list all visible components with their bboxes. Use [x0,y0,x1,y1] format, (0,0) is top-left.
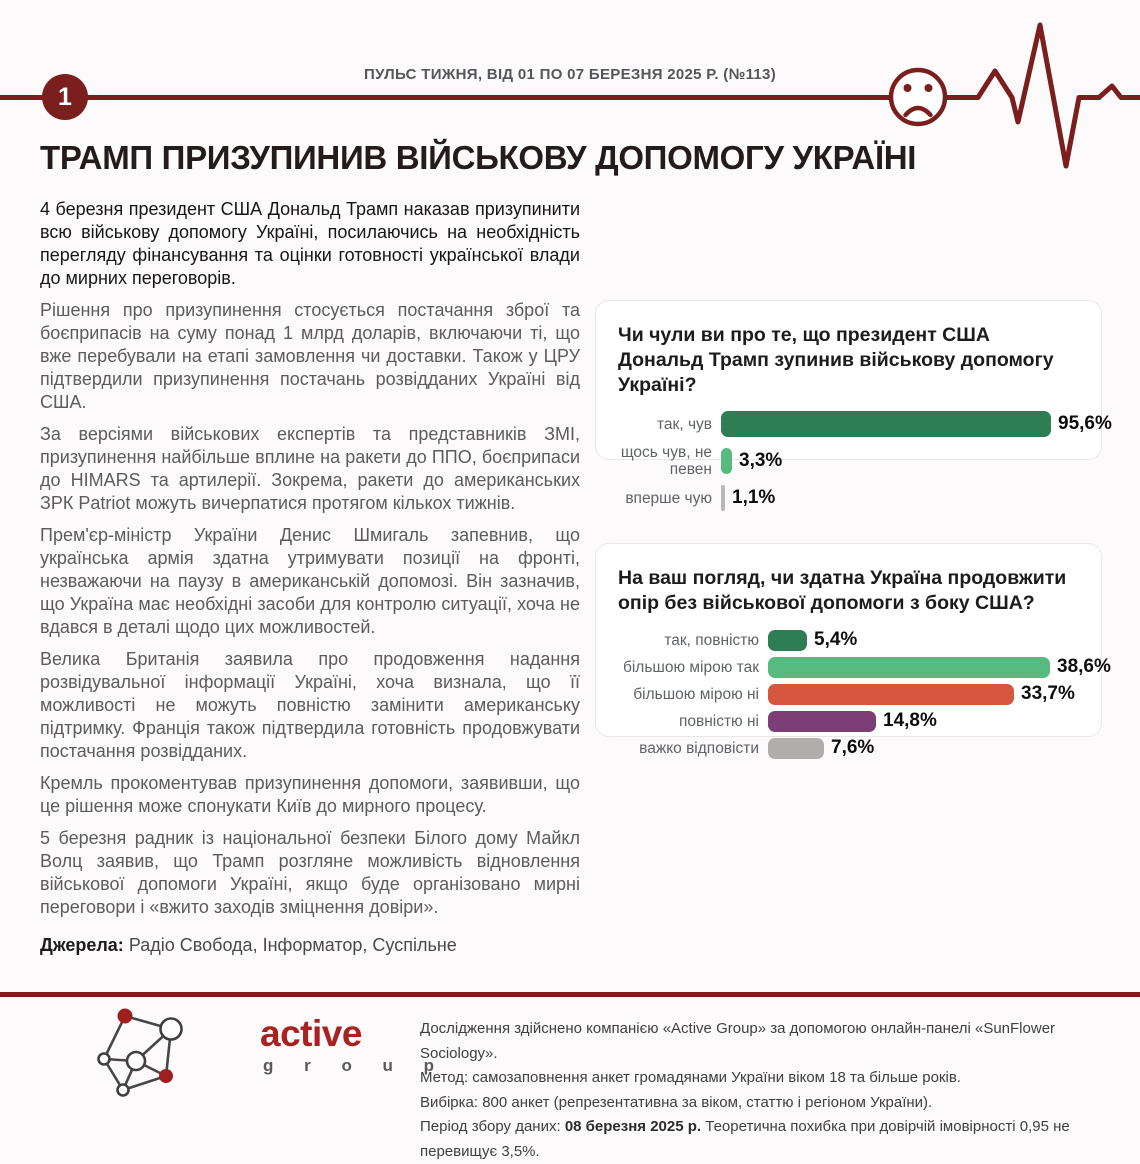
sources-label: Джерела: [40,935,124,955]
logo-wordmark-sub: g r o u p [263,1056,448,1075]
poll-card-heard-about-aid-pause [595,300,1112,508]
bar-label: більшою мірою так [622,658,759,676]
article-paragraph: 5 березня радник із національної безпеки Білого дому Майкл Волц заявив, що Трамп розгляне можливість відновлення військової допомоги Україні, якщо буде організовано мирні переговори і «вжито заходів зміцнення довіри». [40,828,580,917]
bar-row [618,411,1112,437]
bar [768,711,876,732]
page-number-badge: 1 [42,74,88,120]
bar-area [768,710,1079,732]
bar [721,411,1051,437]
bar-area [721,448,1079,474]
bar-value: 33,7% [1021,683,1075,704]
bar-area [768,683,1079,705]
article-sources [40,935,580,956]
bar-chart [618,411,1112,511]
footer-rule [0,992,1140,997]
methodology-note [420,1017,1120,1164]
bar-value: 3,3% [739,450,783,471]
page-title: ТРАМП ПРИЗУПИНИВ ВІЙСЬКОВУ ДОПОМОГУ УКРАЇНІ [40,139,917,176]
bar-area [768,629,1079,651]
bar-row [618,629,1079,651]
logo-node-red [159,1069,173,1083]
logo-node-red [118,1009,133,1024]
bar-label: вперше чую [625,489,712,507]
bar-label: щось чув, не певен [620,444,712,478]
bar-area [768,656,1111,678]
bar-value: 95,6% [1058,413,1112,434]
bar-label: повністю ні [678,712,759,730]
bar-row [618,737,1079,759]
bar-value: 1,1% [732,487,776,508]
bar-row [618,683,1079,705]
article-lead: 4 березня президент США Дональд Трамп наказав призупинити всю військову допомогу Україні, посилаючись на необхідність перегляду фінансування та оцінки готовності української влади до мирних переговорів. [40,199,580,288]
period-date: 08 березня 2025 р. [564,1118,702,1135]
bar-row [618,444,1079,478]
bar-label: так, повністю [664,631,759,649]
bar [768,630,807,651]
methodology-lines [420,1017,1120,1115]
sad-face-icon [891,70,945,124]
bar-row [618,656,1111,678]
poll-card-resist-without-us-aid [595,543,1111,758]
bar-area [721,485,1079,511]
poll-question: Чи чули ви про те, що президент США Дональд Трамп зупинив військову допомогу Україні? [618,324,1054,396]
period-rest: Теоретична похибка при довірчій імовірності 0,95 не перевищує 3,5%. [420,1118,1070,1160]
ecg-line-icon [947,25,1140,166]
bar-value: 38,6% [1057,656,1111,677]
methodology-line: Дослідження здійснено компанією «Active Group» за допомогою онлайн-панелі «SunFlower Sociology». [420,1020,1056,1062]
issue-kicker: ПУЛЬС ТИЖНЯ, ВІД 01 ПО 07 БЕРЕЗНЯ 2025 Р. (№113) [363,66,776,83]
article-paragraph: Рішення про призупинення стосується постачання зброї та боєприпасів на суму понад 1 млрд доларів, включаючи ті, що вже перебували на етапі замовлення чи доставки. Також у ЦРУ підтвердили призупинення постачань розвідданих Україні від США. [40,300,580,412]
header-rule [0,95,962,100]
sources-list: Радіо Свобода, Інформатор, Суспільне [128,935,457,955]
bar-area [721,411,1112,437]
article-paragraph: Прем'єр-міністр України Денис Шмигаль запевнив, що українська армія здатна утримувати позиції на фронті, незважаючи на паузу в американській допомозі. Він зазначив, що Україна має необхідні засоби для контролю ситуації, хоча не вдався в деталі щодо цих можливостей. [40,525,580,637]
article-body [40,198,580,956]
bar-chart [618,629,1111,759]
bar-value: 7,6% [831,737,875,758]
article-paragraph: Кремль прокоментував призупинення допомоги, заявивши, що це рішення може спонукати Київ до мирного процесу. [40,773,580,816]
bar-value: 14,8% [883,710,937,731]
bar [721,485,725,511]
bar [768,657,1050,678]
poll-question: На ваш погляд, чи здатна Україна продовжити опір без військової допомоги з боку США? [618,567,1067,614]
bar-label: більшою мірою ні [633,685,759,703]
bar-value: 5,4% [814,629,858,650]
bar-row [618,485,1079,511]
bar [768,684,1014,705]
article-paragraph: Велика Британія заявила про продовження надання розвідувальної інформації Україні, хоча визнала, що її можливості не можуть повністю замінити американську підтримку. Франція також підтвердила готовність продовжувати постачання розвідданих. [40,649,580,761]
period-label: Період збору даних: [420,1118,565,1135]
logo-wordmark: active [260,1013,362,1054]
methodology-line: Метод: самозаповнення анкет громадянами України віком 18 та більше років. [420,1069,961,1086]
article-paragraph: За версіями військових експертів та представників ЗМІ, призупинення найбільше вплине на ракети до ППО, боєприпаси до HIMARS та артилерії. Зокрема, ракети до американських ЗРК Patriot можуть вичерпатися протягом кількох тижнів. [40,424,580,513]
bar [768,738,824,759]
methodology-line: Вибірка: 800 анкет (репрезентативна за віком, статтю і регіоном України). [420,1093,933,1111]
sad-face-heartbeat-icon [870,10,1140,190]
bar-label: важко відповісти [639,739,759,757]
bar-area [768,737,1079,759]
bar-label: так, чув [657,415,712,433]
bar-row [618,710,1079,732]
bar [721,448,732,474]
article-paragraphs [40,299,580,919]
